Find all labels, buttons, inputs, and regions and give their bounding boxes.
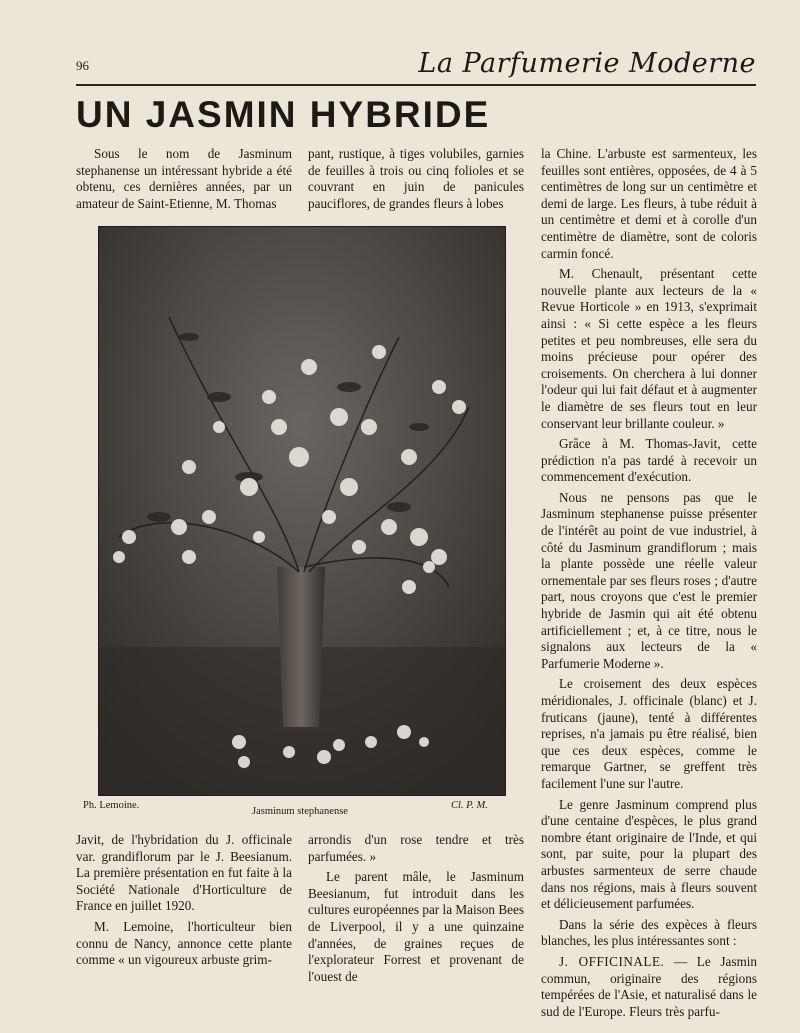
column-5 — [308, 832, 524, 989]
paragraph: Sous le nom de Jasminum stephanense un intéressant hybride a été obtenu, ces dernières années, par un amateur de Saint-Etienne, M. Thomas — [76, 146, 292, 211]
journal-running-head: La Parfumerie Moderne — [418, 48, 756, 79]
paragraph: Le genre Jasminum comprend plus d'une centaine d'espèces, le plus grand nombre étant originaire de l'Inde, et qui sont, par suite, pour la plupart des arbustes sarmenteux de serre chaude dans nos régions, mais à fleurs souvent et délicieusement parfumées. — [541, 796, 757, 912]
photo-credit: Ph. Lemoine. — [83, 800, 140, 811]
paragraph: Le croisement des deux espèces méridionales, J. officinale (blanc) et J. fruticans (jaune), tenté à différentes reprises, n'a jamais pu être réalisé, bien que ces deux espèces, comme le remarque Gartner, se greffent très facilement l'une sur l'autre. — [541, 676, 757, 791]
column-3 — [541, 146, 757, 1024]
paragraph-text: — Le Jasmin commun, originaire des régions tempérées de l'Asie, et naturalisé dans le sud de l'Europe. Fleurs très parfu- — [541, 953, 757, 1019]
paragraph: arrondis d'un rose tendre et très parfumées. » — [308, 832, 524, 864]
paragraph: pant, rustique, à tiges volubiles, garnies de feuilles à trois ou cinq folioles et se couvrant en juin de panicules pauciflores, de grandes fleurs à lobes — [308, 146, 524, 211]
paragraph: Nous ne pensons pas que le Jasminum stephanense puisse présenter de l'intérêt au point de vue industriel, à côté du Jasminum grandiflorum ; mais la plante possède une réelle valeur ornementale par ses fleurs roses ; d'autre part, nous croyons que c'est le premier hybride de Jasmin qui ait été obtenu artificiellement ; et, à ce titre, nous le signalons aux lecteurs de la « Parfumerie Moderne ». — [541, 489, 757, 671]
paragraph: la Chine. L'arbuste est sarmenteux, les feuilles sont entières, opposées, de 4 à 5 centimètres de long sur un centimètre et demi de large. Les fleurs, à tube réduit à un centimètre et demi et à corolle d'un centimètre de diamètre, sont de coloris carmin foncé. — [541, 146, 757, 261]
column-2 — [308, 146, 524, 216]
paragraph — [541, 954, 757, 1020]
species-label: J. OFFICINALE. — [559, 953, 665, 969]
figure-caption: Jasminum stephanense — [252, 806, 348, 817]
column-1 — [76, 146, 292, 216]
paragraph: Dans la série des expèces à fleurs blanches, les plus intéressantes sont : — [541, 916, 757, 949]
page-number: 96 — [76, 58, 89, 73]
paragraph: M. Lemoine, l'horticulteur bien connu de Nancy, annonce cette plante comme « un vigoureux arbuste grim- — [76, 918, 292, 968]
flower-vase-image — [99, 227, 505, 795]
paragraph: Javit, de l'hybridation du J. officinale var. grandiflorum par le J. Beesianum. La première présentation en fut faite à la Société Nationale d'Horticulture de France en juillet 1920. — [76, 832, 292, 914]
article-title: UN JASMIN HYBRIDE — [76, 94, 491, 135]
header-rule — [76, 84, 756, 86]
plate-credit: Cl. P. M. — [451, 800, 488, 811]
paragraph: Grâce à M. Thomas-Javit, cette prédiction n'a pas tardé à recevoir un commencement d'exécution. — [541, 436, 757, 485]
paragraph: M. Chenault, présentant cette nouvelle plante aux lecteurs de la « Revue Horticole » en 1913, s'exprimait ainsi : « Si cette espèce a les fleurs petites et peu nombreuses, elle sera du moins précieuse pour opérer des croisements. On cherchera à lui donner l'odeur qui lui fait défaut et à augmenter le diamètre de ses fleurs tout en leur conservant leur brillante couleur. » — [541, 266, 757, 431]
paragraph: Le parent mâle, le Jasminum Beesianum, fut introduit dans les cultures européennes par la Maison Bees de Liverpool, il y a une quinzaine d'années, de graines reçues de l'explorateur Forrest et provenant de l'ouest de — [308, 869, 524, 984]
jasmine-photograph — [98, 226, 506, 796]
column-4 — [76, 832, 292, 973]
